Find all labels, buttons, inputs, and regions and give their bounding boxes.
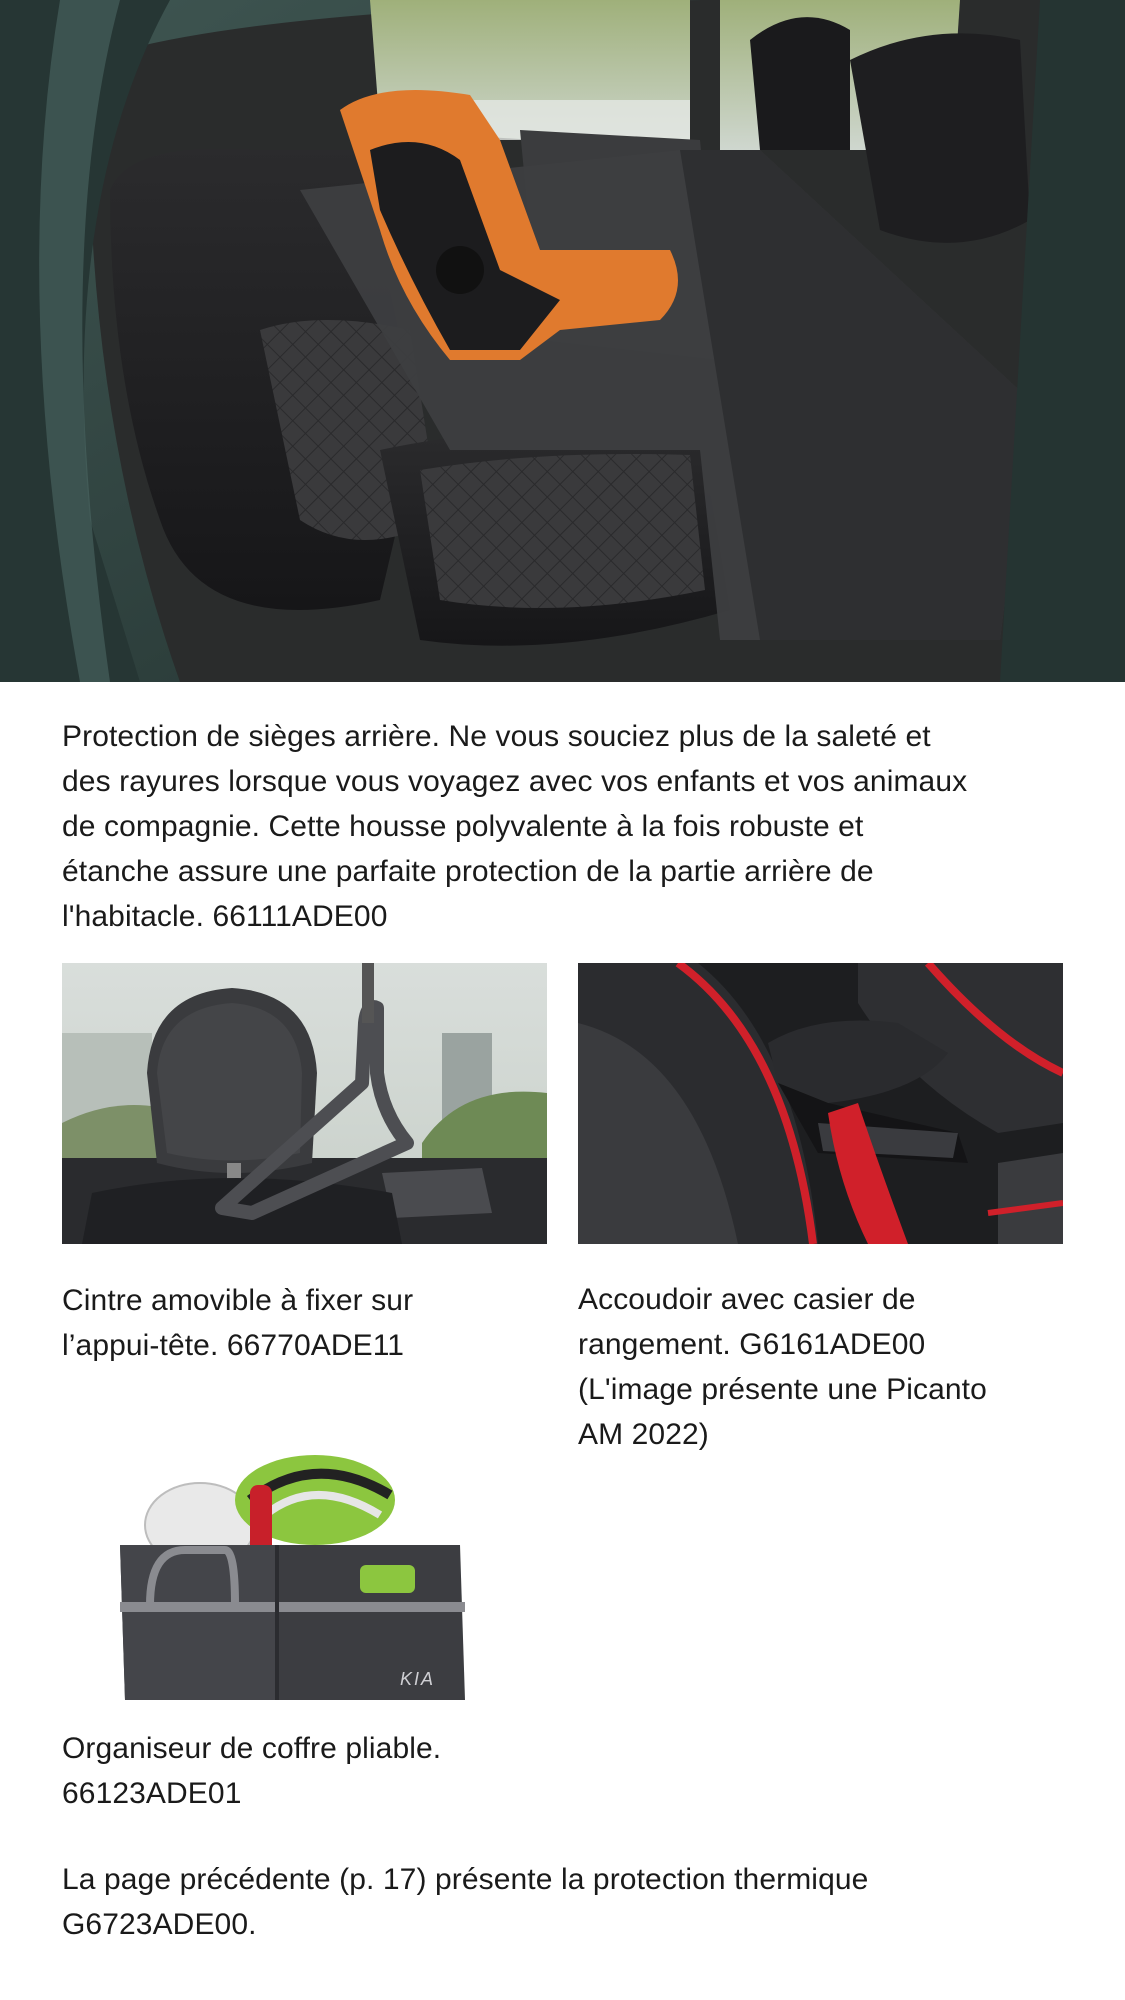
text-line: l'habitacle. 66111ADE00 [62,900,388,933]
previous-page-note [62,1857,1062,1947]
armrest-storage-description [578,1277,1058,1457]
rear-seat-protection-photo [0,0,1125,682]
kia-logo: KIA [400,1669,436,1689]
headrest-hanger-photo [62,963,547,1244]
text-line: La page précédente (p. 17) présente la protection thermique [62,1863,869,1896]
text-line: étanche assure une parfaite protection de la partie arrière de [62,855,874,888]
trunk-organizer-description [62,1726,582,1816]
text-line: G6723ADE00. [62,1908,257,1941]
text-line: Cintre amovible à fixer sur [62,1284,414,1317]
text-line: AM 2022) [578,1418,709,1451]
text-line: 66123ADE01 [62,1777,242,1810]
trunk-organizer-photo [100,1430,500,1710]
text-line: rangement. G6161ADE00 [578,1328,926,1361]
text-line: (L'image présente une Picanto [578,1373,987,1406]
text-line: Organiseur de coffre pliable. [62,1732,442,1765]
rear-seat-protection-description [62,714,1072,939]
armrest-storage-photo [578,963,1063,1244]
text-line: Protection de sièges arrière. Ne vous souciez plus de la saleté et [62,720,931,753]
text-line: l’appui-tête. 66770ADE11 [62,1329,405,1362]
headrest-hanger-description [62,1278,532,1368]
text-line: des rayures lorsque vous voyagez avec vos enfants et vos animaux [62,765,968,798]
text-line: de compagnie. Cette housse polyvalente à la fois robuste et [62,810,864,843]
text-line: Accoudoir avec casier de [578,1283,916,1316]
